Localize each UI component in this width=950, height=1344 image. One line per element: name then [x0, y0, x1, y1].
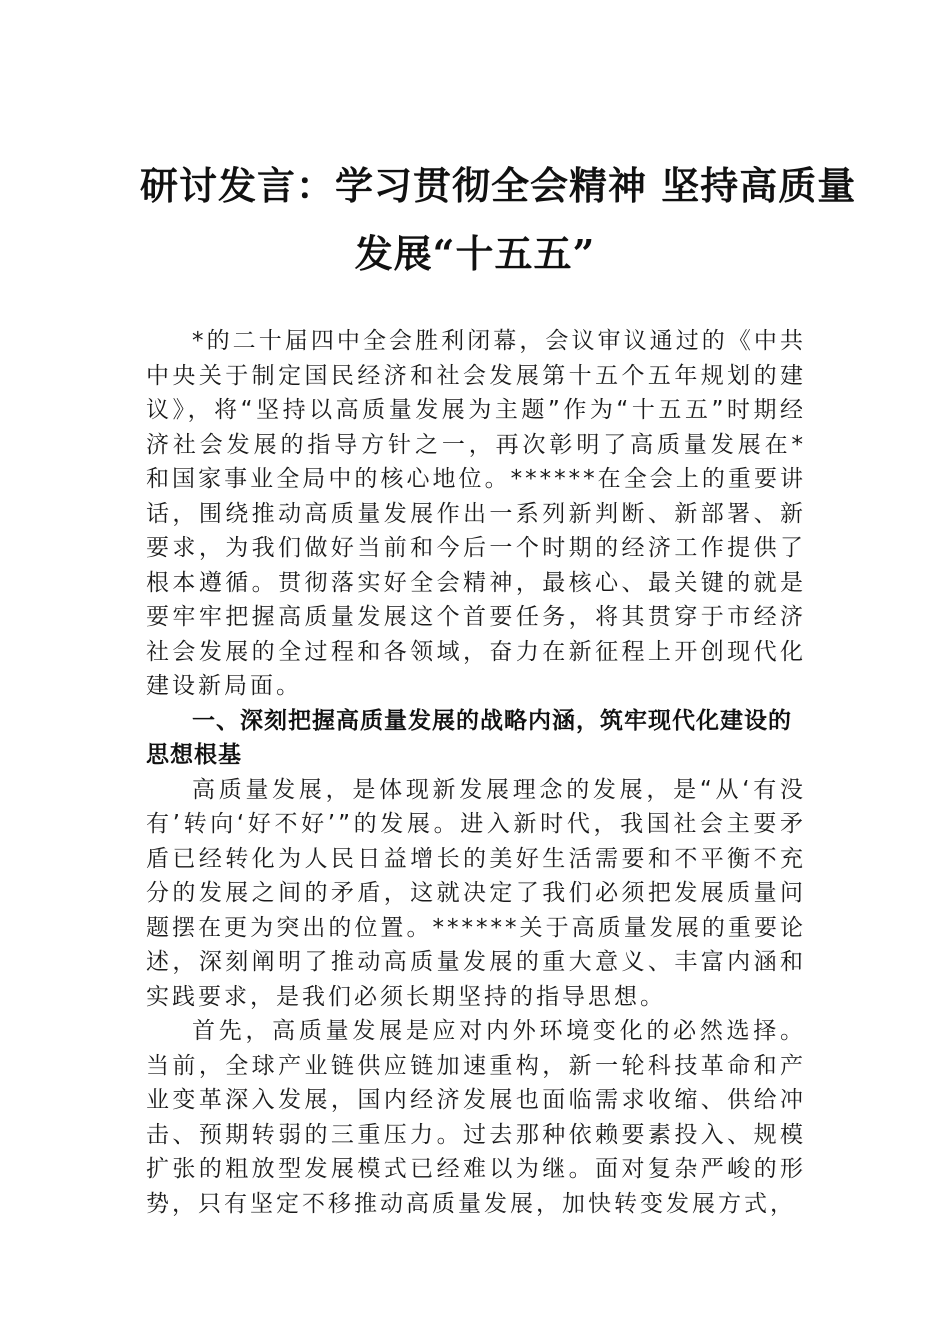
body-paragraph: 高质量发展，是体现新发展理念的发展，是“从‘有没有’转向‘好不好’”的发展。进入新时代，我国社会主要矛盾已经转化为人民日益增长的美好生活需要和不平衡不充分的发展之间的矛盾，这就决定了我们必须把发展质量问题摆在更为突出的位置。******关于高质量发展的重要论述，深刻阐明了推动高质量发展的重大意义、丰富内涵和实践要求，是我们必须长期坚持的指导思想。 — [146, 776, 806, 1010]
body-paragraph: *的二十届四中全会胜利闭幕，会议审议通过的《中共中央关于制定国民经济和社会发展第十五个五年规划的建议》，将“坚持以高质量发展为主题”作为“十五五”时期经济社会发展的指导方针之一，再次彰明了高质量发展在*和国家事业全局中的核心地位。******在全会上的重要讲话，围绕推动高质量发展作出一系列新判断、新部署、新要求，为我们做好当前和今后一个时期的经济工作提供了根本遵循。贯彻落实好全会精神，最核心、最关键的就是要牢牢把握高质量发展这个首要任务，将其贯穿于市经济社会发展的全过程和各领域，奋力在新征程上开创现代化建设新局面。 — [146, 328, 806, 699]
body-paragraph: 首先，高质量发展是应对内外环境变化的必然选择。当前，全球产业链供应链加速重构，新一轮科技革命和产业变革深入发展，国内经济发展也面临需求收缩、供给冲击、预期转弱的三重压力。过去那种依赖要素投入、规模扩张的粗放型发展模式已经难以为继。面对复杂严峻的形势，只有坚定不移推动高质量发展，加快转变发展方式， — [146, 1018, 806, 1217]
document-title-line-1: 研讨发言：学习贯彻全会精神 坚持高质量 — [140, 163, 857, 208]
document-body — [146, 324, 806, 1221]
section-heading: 一、深刻把握高质量发展的战略内涵，筑牢现代化建设的思想根基 — [146, 707, 792, 768]
document-title-line-2: 发展“十五五” — [354, 231, 596, 276]
